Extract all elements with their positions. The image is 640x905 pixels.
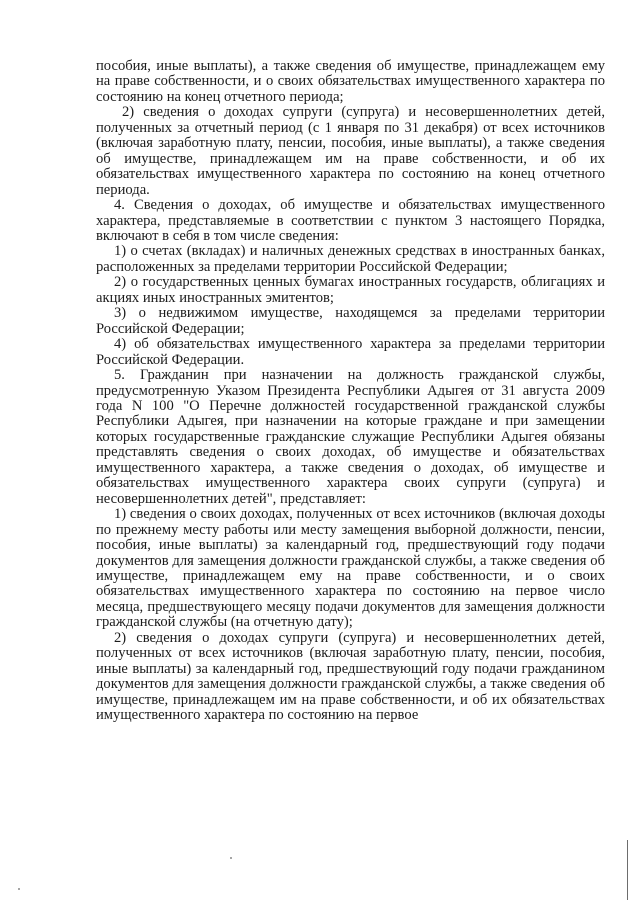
paragraph-continuation: пособия, иные выплаты), а также сведения об имуществе, принадлежащем ему на праве собственности, и о своих обязательствах имущественного характера по состоянию на конец отчетного периода;: [96, 58, 605, 105]
list-item-securities: 2) о государственных ценных бумагах иностранных государств, облигациях и акциях иных иностранных эмитентов;: [96, 274, 605, 306]
list-item-accounts: 1) о счетах (вкладах) и наличных денежных средствах в иностранных банках, расположенных за пределами территории Российской Федерации;: [96, 243, 605, 275]
paragraph-section-5: 5. Гражданин при назначении на должность гражданской службы, предусмотренную Указом Президента Республики Адыгея от 31 августа 2009 года N 100 "О Перечне должностей государственной гражданской службы Республики Адыгея, при назначении на которые граждане и при замещении которых государственные гражданские служащие Республики Адыгея обязаны представлять сведения о своих доходах, об имуществе и обязательствах имущественного характера, а также сведения о доходах, об имуществе и обязательствах имущественного характера своих супруги (супруга) и несовершеннолетних детей", представляет:: [96, 367, 605, 507]
list-item-obligations: 4) об обязательствах имущественного характера за пределами территории Российской Федерации.: [96, 336, 605, 368]
paragraph-spouse-income: 2) сведения о доходах супруги (супруга) и несовершеннолетних детей, полученных за отчетный период (с 1 января по 31 декабря) от всех источников (включая заработную плату, пенсии, пособия, иные выплаты), а также сведения об имуществе, принадлежащем им на праве собственности, и об их обязательствах имущественного характера по состоянию на конец отчетного периода.: [96, 104, 605, 198]
list-item-own-income: 1) сведения о своих доходах, полученных от всех источников (включая доходы по прежнему месту работы или месту замещения выборной должности, пенсии, пособия, иные выплаты) за календарный год, предшествующий году подачи документов для замещения должности гражданской службы, а также сведения об имуществе, принадлежащем ему на праве собственности, и о своих обязательствах имущественного характера по состоянию на первое число месяца, предшествующего месяцу подачи документов для замещения должности гражданской службы (на отчетную дату);: [96, 506, 605, 631]
list-item-family-income: 2) сведения о доходах супруги (супруга) и несовершеннолетних детей, полученных от всех источников (включая заработную плату, пенсии, пособия, иные выплаты) за календарный год, предшествующий году подачи гражданином документов для замещения должности гражданской службы, а также сведения об имуществе, принадлежащем им на праве собственности, и об их обязательствах имущественного характера по состоянию на первое: [96, 629, 605, 724]
scan-speck: [230, 857, 232, 859]
scan-speck: [18, 888, 20, 890]
list-item-real-estate: 3) о недвижимом имуществе, находящемся за пределами территории Российской Федерации;: [96, 305, 605, 337]
paragraph-section-4: 4. Сведения о доходах, об имуществе и обязательствах имущественного характера, представляемые в соответствии с пунктом 3 настоящего Порядка, включают в себя в том числе сведения:: [96, 197, 605, 244]
scan-edge-mark: [627, 840, 628, 900]
document-body: [96, 59, 605, 723]
